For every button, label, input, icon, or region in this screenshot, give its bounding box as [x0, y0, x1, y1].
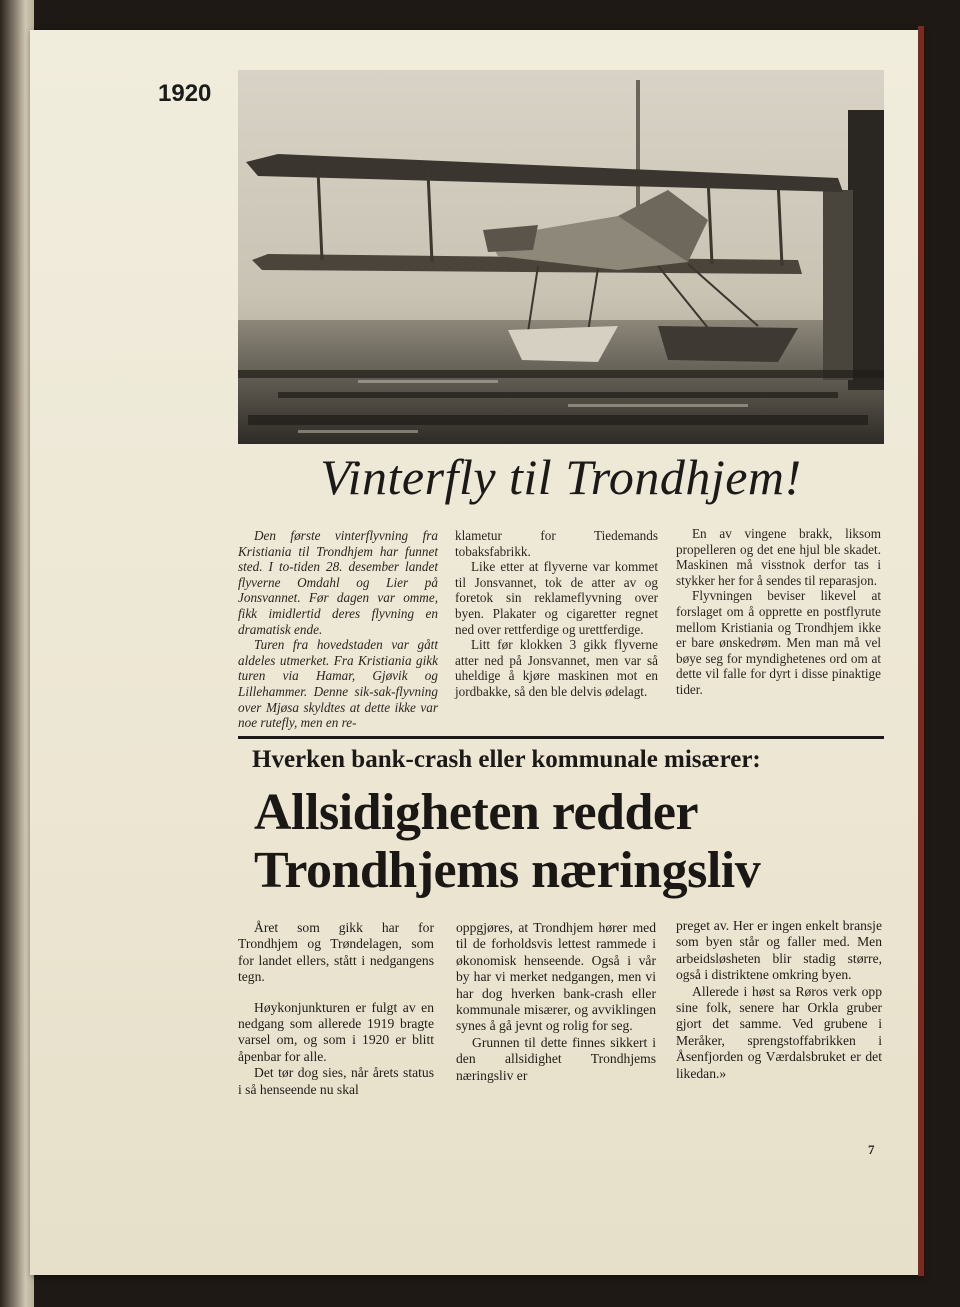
paragraph: Året som gikk har for Trondhjem og Trøndelagen, som for landet ellers, stått i nedgangens tegn. — [238, 920, 434, 985]
paragraph: Grunnen til dette finnes sikkert i den allsidighet Trondhjems næringsliv er — [456, 1034, 656, 1083]
article2-column-1 — [238, 920, 434, 1098]
article-headline-vinterfly: Vinterfly til Trondhjem! — [320, 449, 802, 505]
paragraph: klametur for Tiedemands tobaksfabrikk. — [455, 528, 658, 559]
page-number: 7 — [868, 1142, 875, 1157]
headline-line-2: Trondhjems næringsliv — [254, 842, 761, 899]
paragraph: Turen fra hovedstaden var gått aldeles utmerket. Fra Kristiania gikk turen via Hamar, Gjøvik og Lillehammer. Denne sik-sak-flyvning over Mjøsa skyldtes at dette ikke var noe rutefly, men en re- — [238, 637, 438, 731]
book-cover-edge — [918, 26, 924, 1276]
paragraph: En av vingene brakk, liksom propelleren og det ene hjul ble skadet. Maskinen må visstnok derfor tas i stykker her for å sendes til reparasjon. — [676, 526, 881, 588]
paragraph: Flyvningen beviser likevel at forslaget om å opprette en postflyrute mellom Kristiania og Trondhjem ikke er bare ønskedrøm. Men man må vel bøye seg for myndighetenes ord om at dette vil falle for dyrt i disse pinaktige tider. — [676, 588, 881, 697]
paragraph: Høykonjunkturen er fulgt av en nedgang som allerede 1919 bragte varsel om, og som i 1920 er blitt åpenbar for alle. — [238, 999, 434, 1064]
article2-column-2 — [456, 920, 656, 1084]
paragraph: Det tør dog sies, når årets status i så henseende nu skal — [238, 1065, 434, 1097]
section-divider — [238, 736, 884, 739]
book-spine-left — [0, 0, 34, 1307]
paragraph: Allerede i høst sa Røros verk opp sine folk, senere har Orkla gruber gjort det samme. Ved grubene i Meråker, sprengstoffabrikken i Åsenfjorden og Værdalsbruket er det likedan.» — [676, 983, 882, 1081]
paragraph: Den første vinterflyvning fra Kristiania til Trondhjem har funnet sted. I to-tiden 28. desember landet flyverne Omdahl og Lier på Jonsvannet. Før dagen var omme, fikk imidlertid deres flyvning en dramatisk ende. — [238, 528, 438, 637]
article2-kicker: Hverken bank-crash eller kommunale misærer: — [252, 746, 761, 773]
seaplane-photo-icon — [238, 70, 884, 444]
paragraph: oppgjøres, at Trondhjem hører med til de forholdsvis lettest rammede i økonomisk henseende. Også i vår by har vi merket nedgangen, men vi har dog hverken bank-crash eller kommunale misærer, og avviklingen synes å gå jevnt og rolig for seg. — [456, 920, 656, 1034]
article1-column-1 — [238, 528, 438, 731]
year-label: 1920 — [158, 80, 212, 107]
article1-column-3 — [676, 526, 881, 698]
paragraph: Litt før klokken 3 gikk flyverne atter ned på Jonsvannet, men var så uheldige å kjøre maskinen mot en jordbakke, så den ble delvis ødelagt. — [455, 637, 658, 699]
seaplane-photo — [238, 70, 884, 444]
article2-column-3 — [676, 918, 882, 1082]
article2-headline — [254, 784, 884, 900]
paragraph: Like etter at flyverne var kommet til Jonsvannet, tok de atter av og foretok sin reklameflyvning over byen. Plakater og cigaretter regnet ned over rettferdige og urettferdige. — [455, 559, 658, 637]
article1-column-2 — [455, 528, 658, 700]
headline-line-1: Allsidigheten redder — [254, 784, 699, 841]
paragraph: preget av. Her er ingen enkelt bransje som byen står og faller med. Men arbeidsløsheten blir stadig større, også i distriktene omkring byen. — [676, 918, 882, 983]
